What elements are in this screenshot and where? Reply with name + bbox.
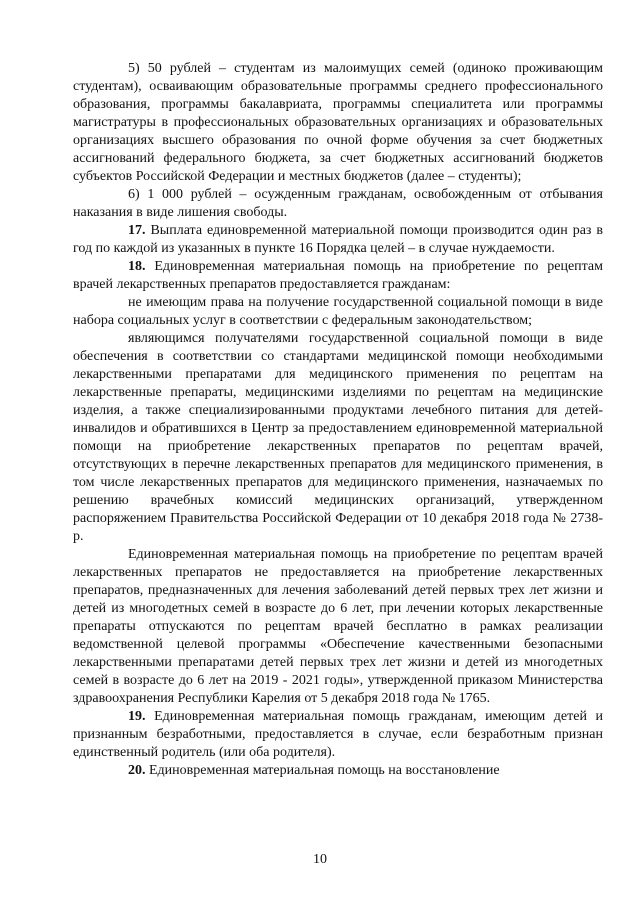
paragraph-19 xyxy=(73,708,603,762)
paragraph-number: 19. xyxy=(128,709,146,724)
paragraph-number: 17. xyxy=(128,223,146,238)
paragraph-18 xyxy=(73,258,603,294)
paragraph-text: Единовременная материальная помощь гражданам, имеющим детей и признанным безработными, предоставляется в случае, если безработным признан единственный родитель (или оба родителя). xyxy=(73,709,604,760)
paragraph-18-clause-1 xyxy=(73,294,603,330)
paragraph-20 xyxy=(73,762,603,780)
paragraph-text: Единовременная материальная помощь на приобретение по рецептам врачей лекарственных препаратов предоставляется гражданам: xyxy=(73,259,604,292)
paragraph-text: Выплата единовременной материальной помощи производится один раз в год по каждой из указанных в пункте 16 Порядка целей – в случае нуждаемости. xyxy=(73,223,604,256)
paragraph-number: 20. xyxy=(128,763,146,778)
paragraph-18-exception xyxy=(73,546,603,708)
paragraph-text: не имеющим права на получение государственной социальной помощи в виде набора социальных услуг в соответствии с федеральным законодательством; xyxy=(73,295,603,328)
paragraph-text: Единовременная материальная помощь на приобретение по рецептам врачей лекарственных препаратов не предоставляется на приобретение лекарственных препаратов, предназначенных для лечения заболеваний детей первых трех лет жизни и детей из многодетных семей в возрасте до 6 лет, при лечении которых лекарственные препараты отпускаются по рецептам врачей бесплатно в рамках реализации ведомственной целевой программы «Обеспечение качественными безопасными лекарственными препаратами детей первых трех лет жизни и детей из многодетных семей в возрасте до 6 лет на 2019 - 2021 годы», утвержденной приказом Министерства здравоохранения Республики Карелия от 5 декабря 2018 года № 1765. xyxy=(73,547,603,706)
paragraph-text: Единовременная материальная помощь на восстановление xyxy=(149,763,500,778)
paragraph-text: 6) 1 000 рублей – осужденным гражданам, освобожденным от отбывания наказания в виде лишения свободы. xyxy=(73,187,603,220)
paragraph-18-clause-2 xyxy=(73,330,603,546)
paragraph-number: 18. xyxy=(128,259,146,274)
paragraph-text: 5) 50 рублей – студентам из малоимущих семей (одиноко проживающим студентам), осваивающим образовательные программы среднего профессионального образования, программы бакалавриата, программы специалитета или программы магистратуры в профессиональных образовательных организациях и образовательных организациях высшего образования по очной форме обучения за счет бюджетных ассигнований федерального бюджета, за счет бюджетных ассигнований бюджетов субъектов Российской Федерации и местных бюджетов (далее – студенты); xyxy=(73,61,603,184)
page-number: 10 xyxy=(313,852,327,867)
paragraph-text: являющимся получателями государственной социальной помощи в виде обеспечения в соответствии со стандартами медицинской помощи необходимыми лекарственными препаратами для медицинского применения по рецептам на лекарственные препараты, медицинскими изделиями по рецептам на медицинские изделия, а также специализированными продуктами лечебного питания для детей-инвалидов и обратившихся в Центр за предоставлением единовременной материальной помощи на приобретение лекарственных препаратов по рецептам врачей, отсутствующих в перечне лекарственных препаратов для медицинского применения, в том числе лекарственных препаратов для медицинского применения, назначаемых по решению врачебных комиссий медицинских организаций, утвержденном распоряжением Правительства Российской Федерации от 10 декабря 2018 года № 2738-р. xyxy=(73,331,603,544)
paragraph-item-5 xyxy=(73,60,603,186)
document-body xyxy=(73,60,603,780)
paragraph-item-6 xyxy=(73,186,603,222)
paragraph-17 xyxy=(73,222,603,258)
